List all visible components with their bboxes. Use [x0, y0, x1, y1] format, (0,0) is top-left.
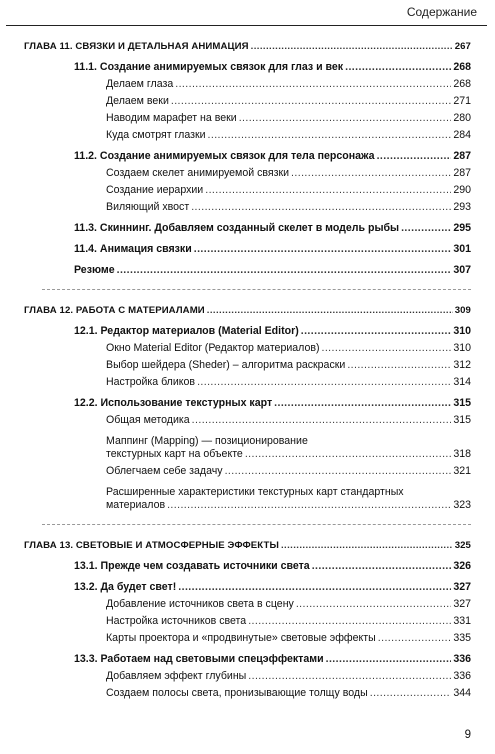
toc-page-number: 310 [453, 342, 471, 354]
toc-page-number: 327 [453, 598, 471, 610]
toc-page-number: 315 [453, 414, 471, 426]
toc-row [74, 560, 471, 573]
dot-leader [322, 342, 452, 355]
toc-page-number: 271 [453, 95, 471, 107]
toc-page-number: 323 [453, 499, 471, 511]
toc-entry-sub[interactable] [24, 615, 471, 628]
toc-label: Карты проектора и «продвинутые» световые эффекты [106, 632, 376, 644]
toc-label: Делаем глаза [106, 78, 174, 90]
toc-row [106, 632, 471, 645]
dot-leader [312, 560, 452, 573]
toc-row [106, 342, 471, 355]
toc-entry-first-line: Расширенные характеристики текстурных карт стандартных [106, 486, 404, 498]
toc-label: текстурных карт на объекте [106, 448, 243, 460]
dot-leader [377, 150, 452, 163]
dot-leader [251, 40, 453, 53]
toc-row [106, 376, 471, 389]
toc-entry-section[interactable] [24, 581, 471, 594]
toc-page-number: 318 [453, 448, 471, 460]
dot-leader [197, 376, 451, 389]
toc-label: 12.2. Использование текстурных карт [74, 397, 273, 409]
toc-label: Выбор шейдера (Sheder) – алгоритма раскраски [106, 359, 346, 371]
dot-leader [248, 615, 451, 628]
toc-entry-sub[interactable] [24, 632, 471, 645]
toc-entry-section[interactable] [24, 653, 471, 666]
toc-label: Наводим марафет на веки [106, 112, 237, 124]
toc-row [74, 397, 471, 410]
toc-label: Делаем веки [106, 95, 169, 107]
toc-row [106, 184, 471, 197]
toc-page-number: 287 [453, 150, 471, 162]
running-header: Содержание [406, 5, 477, 19]
toc-page-number: 315 [453, 397, 471, 409]
toc-label: 11.2. Создание анимируемых связок для тела персонажа [74, 150, 375, 162]
toc-row [106, 448, 471, 461]
toc-row [74, 243, 471, 256]
dot-leader [347, 359, 451, 372]
toc-entry-section[interactable] [24, 150, 471, 163]
toc-row [24, 539, 471, 552]
dot-leader [370, 687, 452, 700]
toc-entry-first-line: Маппинг (Mapping) — позиционирование [106, 435, 308, 447]
toc-entry-chapter[interactable] [24, 40, 471, 53]
toc-entry-section[interactable] [24, 243, 471, 256]
toc-row [106, 687, 471, 700]
table-of-contents [24, 40, 471, 700]
toc-entry-sub[interactable] [24, 687, 471, 700]
toc-row [106, 112, 471, 125]
dot-leader [296, 598, 451, 611]
toc-label: ГЛАВА 11. СВЯЗКИ И ДЕТАЛЬНАЯ АНИМАЦИЯ [24, 41, 249, 52]
chapter-separator [42, 524, 471, 525]
toc-label: Резюме [74, 264, 115, 276]
toc-page-number: 344 [453, 687, 471, 699]
toc-row [106, 78, 471, 91]
toc-page-number: 293 [453, 201, 471, 213]
toc-label: 11.4. Анимация связки [74, 243, 192, 255]
toc-row [24, 40, 471, 53]
dot-leader [175, 78, 451, 91]
toc-page-number: 314 [453, 376, 471, 388]
chapter-separator [42, 289, 471, 290]
toc-row [106, 414, 471, 427]
toc-row [74, 325, 471, 338]
toc-row [106, 465, 471, 478]
toc-page-number: 327 [453, 581, 471, 593]
toc-label: 11.1. Создание анимируемых связок для глаз и век [74, 61, 344, 73]
toc-label: Виляющий хвост [106, 201, 190, 213]
toc-label: Куда смотрят глазки [106, 129, 206, 141]
toc-row [106, 615, 471, 628]
toc-page-number: 268 [453, 78, 471, 90]
toc-entry-sub[interactable] [24, 167, 471, 180]
toc-entry-sub[interactable] [24, 184, 471, 197]
toc-label: Создание иерархии [106, 184, 204, 196]
toc-entry-sub2[interactable] [24, 435, 471, 461]
toc-page-number: 287 [453, 167, 471, 179]
dot-leader [245, 448, 451, 461]
toc-page-number: 326 [453, 560, 471, 572]
dot-leader [208, 129, 452, 142]
toc-entry-sub[interactable] [24, 78, 471, 91]
toc-entry-sub[interactable] [24, 342, 471, 355]
toc-entry-section[interactable] [24, 222, 471, 235]
toc-page-number: 336 [453, 670, 471, 682]
toc-row [106, 129, 471, 142]
toc-page-number: 312 [453, 359, 471, 371]
dot-leader [291, 167, 451, 180]
toc-entry-sub[interactable] [24, 598, 471, 611]
toc-entry-sub[interactable] [24, 414, 471, 427]
toc-row [106, 167, 471, 180]
toc-label: 13.2. Да будет свет! [74, 581, 177, 593]
toc-entry-sub[interactable] [24, 201, 471, 214]
toc-row [106, 670, 471, 683]
toc-row [74, 61, 471, 74]
toc-entry-section[interactable] [24, 325, 471, 338]
toc-label: 13.3. Работаем над световыми спецэффектами [74, 653, 324, 665]
toc-label: 13.1. Прежде чем создавать источники света [74, 560, 310, 572]
dot-leader [281, 539, 453, 552]
toc-page-number: 295 [453, 222, 471, 234]
toc-row [24, 304, 471, 317]
dot-leader [225, 465, 452, 478]
dot-leader [205, 184, 451, 197]
toc-page-number: 280 [453, 112, 471, 124]
toc-page-number: 336 [453, 653, 471, 665]
toc-label: Окно Material Editor (Редактор материалов) [106, 342, 320, 354]
toc-page-number: 301 [453, 243, 471, 255]
toc-row [106, 359, 471, 372]
toc-entry-sub2[interactable] [24, 486, 471, 512]
toc-page-number: 268 [453, 61, 471, 73]
toc-entry-sub[interactable] [24, 129, 471, 142]
toc-row [74, 150, 471, 163]
dot-leader [345, 61, 451, 74]
toc-page-number: 331 [453, 615, 471, 627]
dot-leader [171, 95, 451, 108]
toc-label: Создаем скелет анимируемой связки [106, 167, 290, 179]
toc-row [106, 95, 471, 108]
toc-page-number: 309 [454, 305, 471, 316]
toc-label: ГЛАВА 12. РАБОТА С МАТЕРИАЛАМИ [24, 305, 205, 316]
toc-label: 12.1. Редактор материалов (Material Editor) [74, 325, 299, 337]
toc-row [106, 598, 471, 611]
toc-row [106, 201, 471, 214]
toc-label: Общая методика [106, 414, 190, 426]
toc-row [106, 499, 471, 512]
dot-leader [301, 325, 452, 338]
toc-page-number: 335 [453, 632, 471, 644]
dot-leader [194, 243, 452, 256]
toc-entry-section[interactable] [24, 560, 471, 573]
dot-leader [117, 264, 452, 277]
toc-page-number: 325 [454, 540, 471, 551]
dot-leader [167, 499, 451, 512]
toc-label: Создаем полосы света, пронизывающие толщу воды [106, 687, 368, 699]
dot-leader [178, 581, 451, 594]
toc-label: Добавление источников света в сцену [106, 598, 294, 610]
toc-row [74, 653, 471, 666]
toc-entry-sub[interactable] [24, 670, 471, 683]
toc-page-number: 290 [453, 184, 471, 196]
dot-leader [378, 632, 452, 645]
toc-entry-chapter[interactable] [24, 539, 471, 552]
dot-leader [191, 201, 451, 214]
toc-entry-section[interactable] [24, 264, 471, 277]
toc-row [74, 222, 471, 235]
toc-row [74, 264, 471, 277]
toc-entry-sub[interactable] [24, 376, 471, 389]
header-rule [6, 25, 487, 26]
toc-entry-section[interactable] [24, 61, 471, 74]
toc-page-number: 267 [454, 41, 471, 52]
toc-entry-section[interactable] [24, 397, 471, 410]
toc-label: Добавляем эффект глубины [106, 670, 247, 682]
toc-entry-sub[interactable] [24, 95, 471, 108]
toc-page-number: 284 [453, 129, 471, 141]
toc-label: Настройка источников света [106, 615, 247, 627]
dot-leader [239, 112, 452, 125]
toc-label: ГЛАВА 13. СВЕТОВЫЕ И АТМОСФЕРНЫЕ ЭФФЕКТЫ [24, 540, 279, 551]
toc-entry-sub[interactable] [24, 465, 471, 478]
toc-label: материалов [106, 499, 166, 511]
toc-row [74, 581, 471, 594]
page-number: 9 [464, 729, 471, 741]
toc-entry-sub[interactable] [24, 359, 471, 372]
toc-page-number: 310 [453, 325, 471, 337]
toc-page-number: 321 [453, 465, 471, 477]
toc-entry-sub[interactable] [24, 112, 471, 125]
dot-leader [274, 397, 451, 410]
toc-page-number: 307 [453, 264, 471, 276]
dot-leader [192, 414, 452, 427]
toc-label: Облегчаем себе задачу [106, 465, 223, 477]
dot-leader [401, 222, 451, 235]
dot-leader [248, 670, 451, 683]
toc-entry-chapter[interactable] [24, 304, 471, 317]
toc-label: 11.3. Скиннинг. Добавляем созданный скелет в модель рыбы [74, 222, 400, 234]
toc-label: Настройка бликов [106, 376, 196, 388]
dot-leader [207, 304, 453, 317]
dot-leader [326, 653, 452, 666]
